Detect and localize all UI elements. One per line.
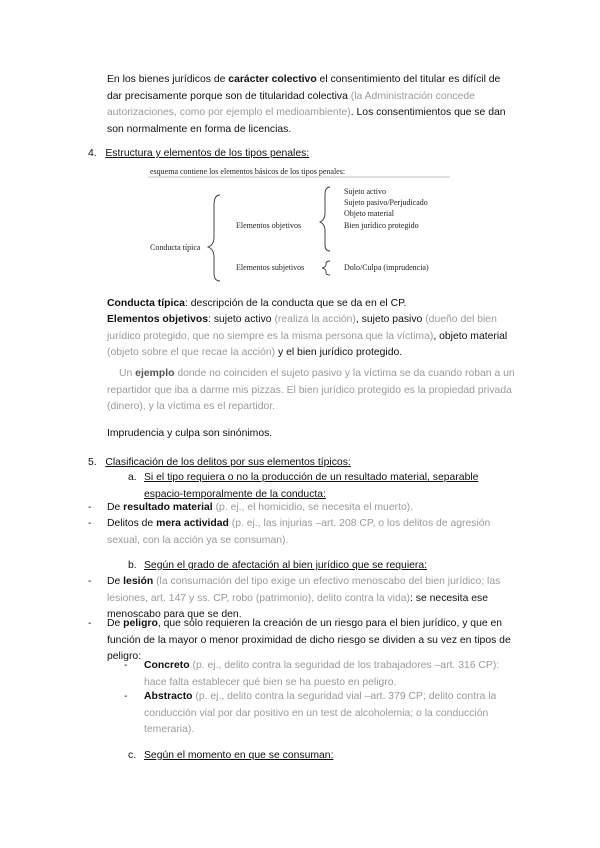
definition-conducta-tipica: Conducta típica: descripción de la conducta que se da en el CP. (107, 298, 407, 309)
item-resultado-material: - De resultado material (p. ej., el homicidio, se necesita el muerto). (88, 502, 414, 513)
item-peligro: - De peligro, que sólo requieren la creación de un riesgo para el bien jurídico, y que en función de la mayor o menor proximidad de dicho riesgo se dividen a su vez en tipos de peligro: (88, 618, 511, 662)
definition-elementos-objetivos: Elementos objetivos: sujeto activo (realiza la acción), sujeto pasivo (dueño del bien jurídico protegido, que no siempre es la misma persona que la víctima), objeto material (objeto sobre el que recae la acción) y el bien jurídico protegido. (107, 314, 508, 358)
item-concreto: - Concreto (p. ej., delito contra la seguridad de los trabajadores –art. 316 CP): hace falta establecer qué bien se ha puesto en peligro. (124, 660, 500, 688)
section-heading-5: 5. Clasificación de los delitos por sus elementos típicos: (88, 457, 351, 468)
item-abstracto: - Abstracto (p. ej., delito contra la seguridad vial –art. 379 CP; delito contra la conducción vial por dar positivo en un test de alcoholemia; o la conducción temeraria). (124, 691, 497, 735)
diagram-objective: Elementos objetivos (236, 221, 302, 230)
paragraph-collective-goods: En los bienes jurídicos de carácter colectivo el consentimiento del titular es difícil de dar precisamente porque son de titularidad colectiva (la Administración concede autorizaciones, como por ejemplo el medioambiente). Los consentimientos que se dan son normalmente en forma de licencias. (107, 74, 506, 135)
subheading-c: c. Según el momento en que se consuman: (128, 750, 334, 761)
diagram-subj-item: Dolo/Culpa (imprudencia) (344, 263, 429, 272)
diagram-root: Conducta típica (150, 243, 201, 252)
diagram-obj-item: Bien jurídico protegido (344, 221, 419, 230)
diagram-obj-item: Sujeto activo (344, 187, 386, 196)
diagram-subjective: Elementos subjetivos (236, 263, 305, 272)
diagram-header: esquema contiene los elementos básicos de los tipos penales: (150, 167, 346, 176)
elements-diagram (148, 165, 450, 287)
subheading-b: b. Según el grado de afectación al bien jurídico que se requiera: (128, 560, 428, 571)
item-lesion: - De lesión (la consumación del tipo exige un efectivo menoscabo del bien jurídico; las lesiones, art. 147 y ss. CP, robo (patrimonio), delito contra la vida): se necesita ese menoscabo para que se den. (88, 576, 501, 620)
section-heading-4: 4. Estructura y elementos de los tipos penales: (88, 148, 310, 159)
diagram-obj-item: Sujeto pasivo/Perjudicado (344, 198, 428, 207)
item-mera-actividad: - Delitos de mera actividad (p. ej., las injurias –art. 208 CP, o los delitos de agresión sexual, con la acción ya se consuman). (88, 518, 491, 546)
example-paragraph: Un ejemplo donde no coinciden el sujeto pasivo y la víctima se da cuando roban a un repartidor que iba a darme mis pizzas. El bien jurídico protegido es la propiedad privada (dinero), y la víctima es el repartidor. (107, 368, 515, 412)
note-imprudencia: Imprudencia y culpa son sinónimos. (107, 428, 273, 439)
subheading-a: a. Si el tipo requiera o no la producción de un resultado material, separable espacio-temporalmente de la conducta: (128, 472, 479, 500)
diagram-obj-item: Objeto material (344, 209, 394, 218)
